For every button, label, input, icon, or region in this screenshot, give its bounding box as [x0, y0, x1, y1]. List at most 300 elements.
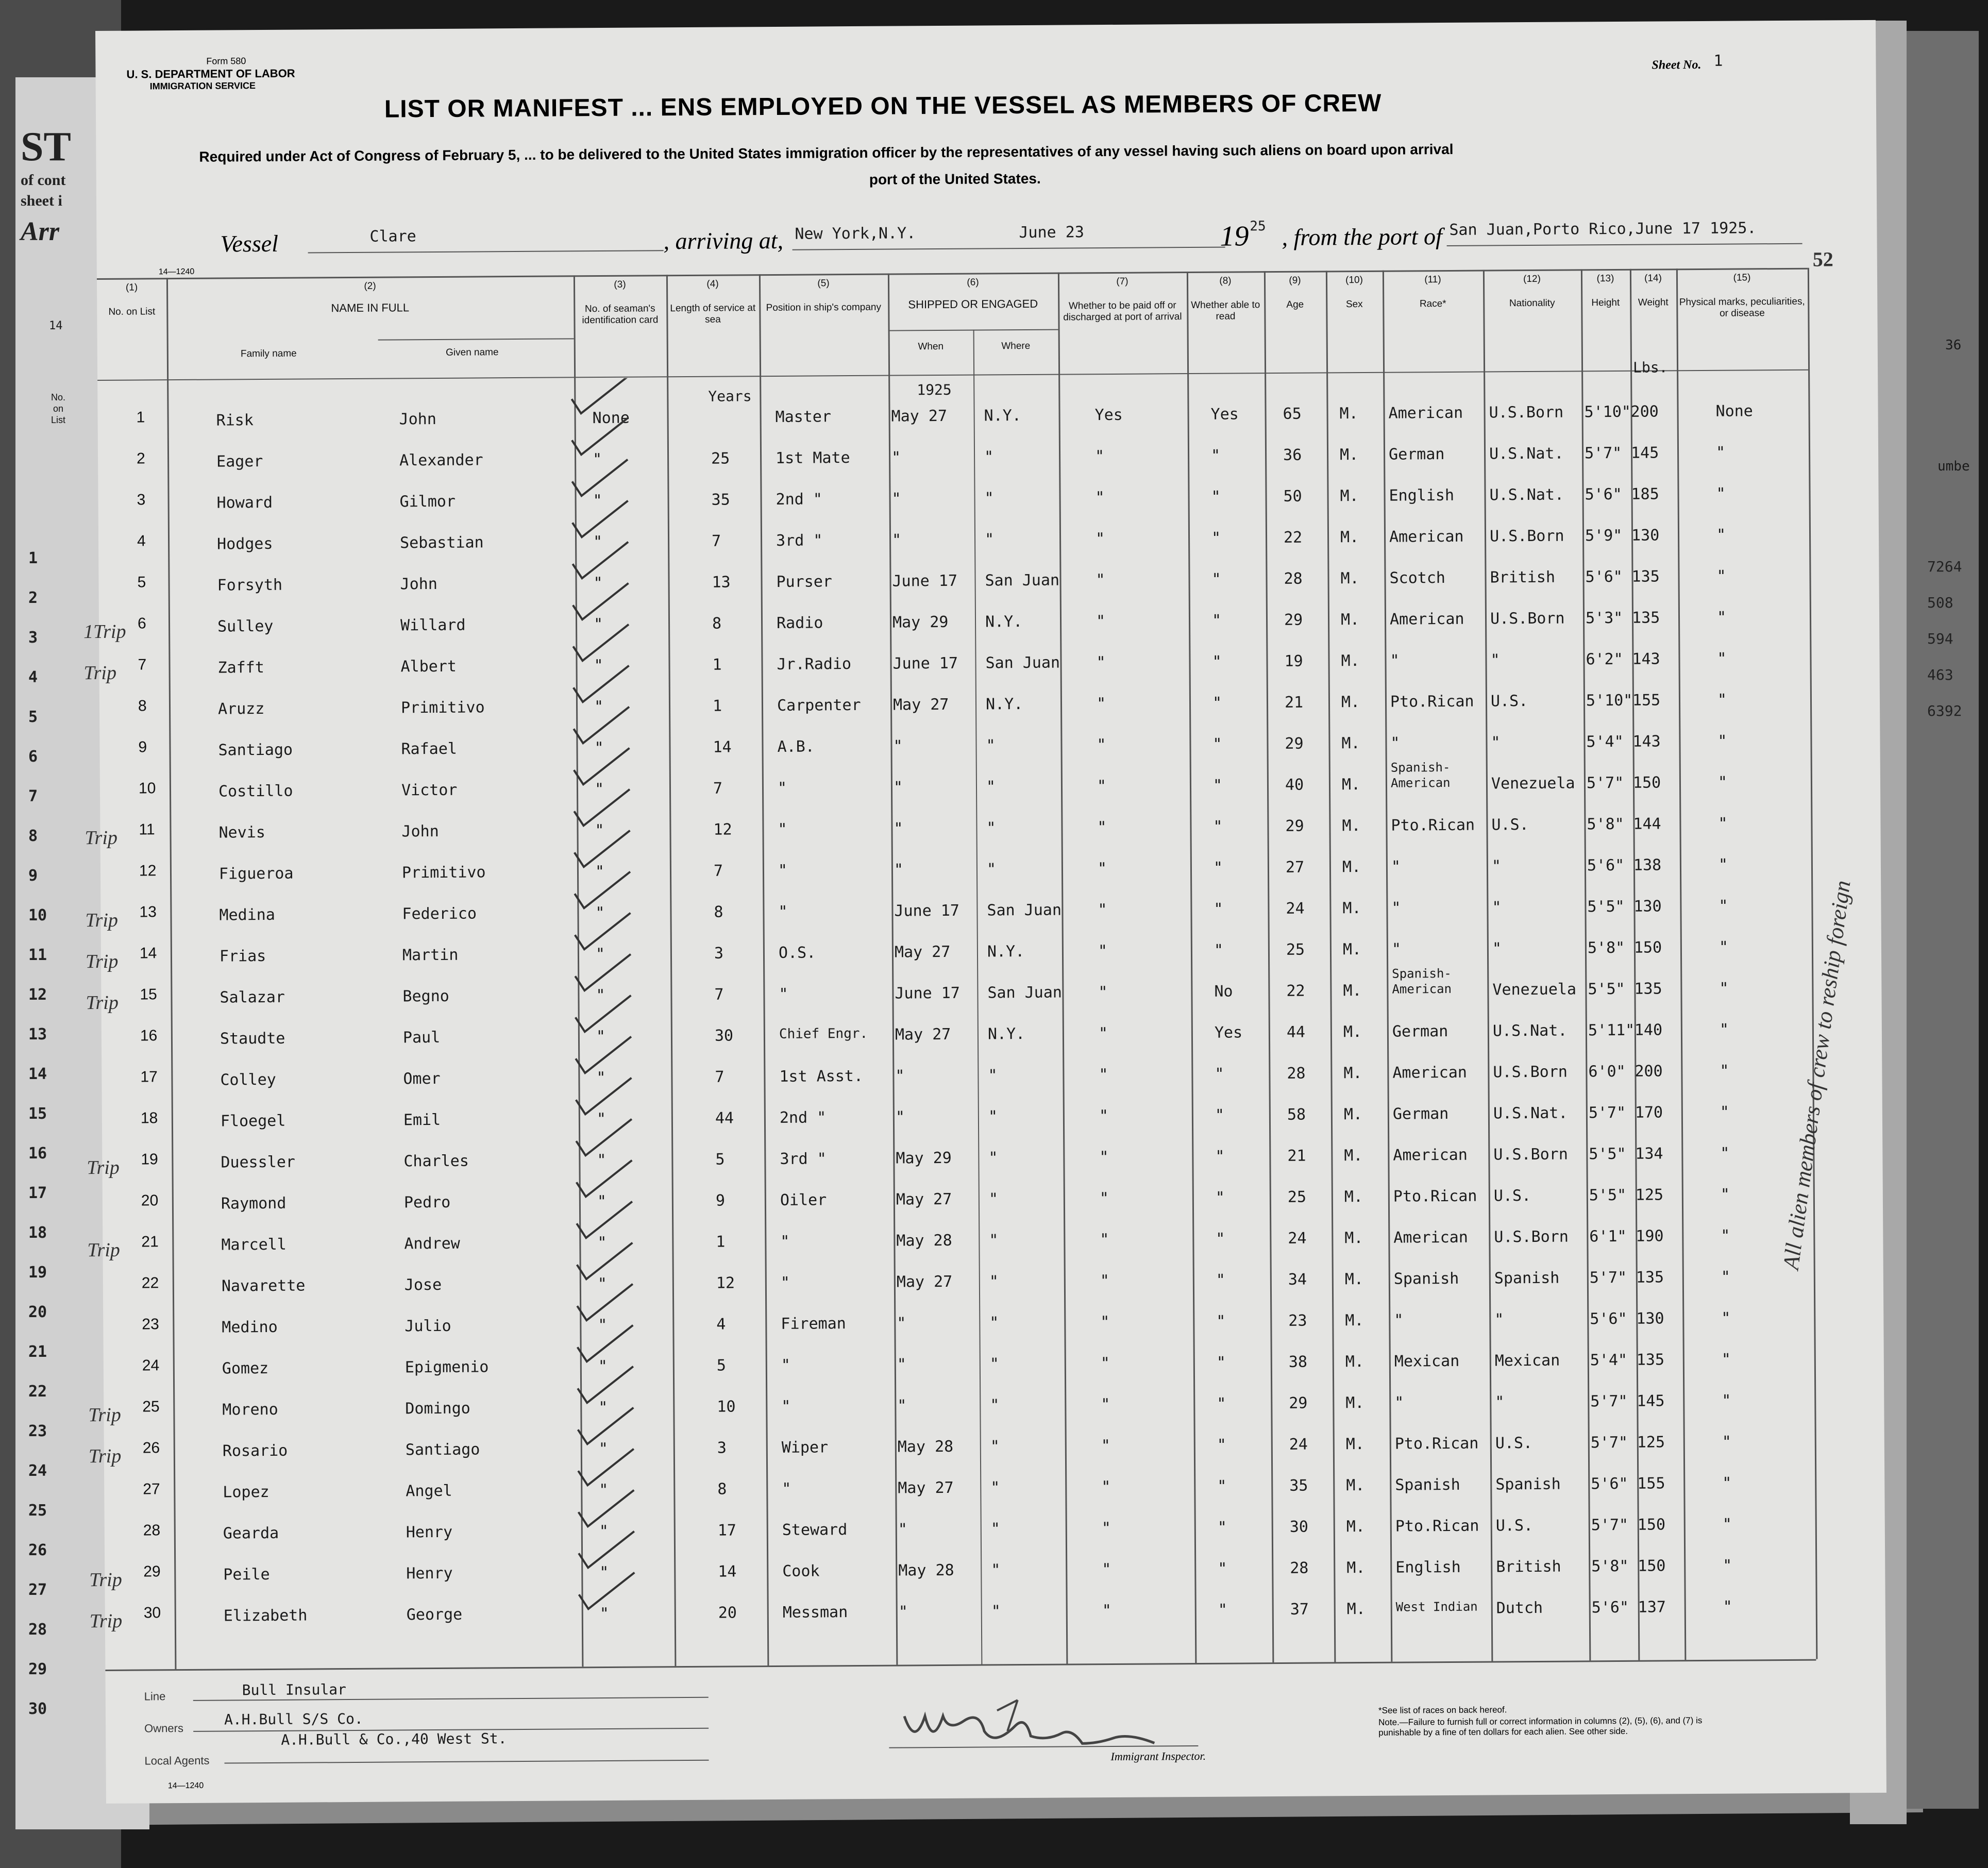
- cell-height: 5'7": [1591, 1516, 1629, 1535]
- cell-paid: ": [1096, 612, 1106, 631]
- cell-height: 5'8": [1591, 1557, 1629, 1576]
- checkmark: [578, 1449, 634, 1486]
- cell-where: ": [990, 1437, 1000, 1456]
- cell-given: Julio: [405, 1317, 451, 1336]
- cell-position: ": [780, 1273, 790, 1292]
- agents-label: Local Agents: [144, 1754, 210, 1768]
- cell-nat: U.S.Born: [1494, 1227, 1569, 1247]
- form-code: 14—1240: [158, 267, 195, 277]
- cell-service: 7: [714, 985, 724, 1004]
- cell-sex: M.: [1346, 1600, 1366, 1619]
- cell-position: Wiper: [781, 1438, 829, 1457]
- cell-family: Howard: [216, 493, 273, 512]
- cell-marks: ": [1717, 732, 1727, 750]
- cell-sex: M.: [1343, 1023, 1362, 1041]
- cell-no: 16: [140, 1027, 158, 1045]
- cell-when: ": [897, 1396, 907, 1415]
- cell-race: Spanish: [1393, 1269, 1459, 1288]
- cell-position: Cook: [782, 1562, 820, 1580]
- cell-sex: M.: [1341, 734, 1360, 753]
- left-sheet-number: 26: [28, 1541, 47, 1559]
- left-sheet-title: ST: [21, 124, 71, 170]
- cell-sex: M.: [1344, 1229, 1363, 1248]
- cell-where: San Juan: [987, 983, 1063, 1002]
- cell-sex: M.: [1342, 940, 1362, 959]
- cell-when: June 17: [895, 984, 960, 1003]
- cell-paid: Yes: [1094, 406, 1123, 425]
- cell-race: American: [1388, 403, 1463, 423]
- col-label-9: Age: [1286, 299, 1304, 310]
- cell-marks: ": [1722, 1515, 1732, 1534]
- cell-when: June 17: [894, 901, 960, 920]
- cell-marks: ": [1716, 484, 1726, 503]
- left-sheet-number: 19: [28, 1264, 47, 1282]
- cell-weight: 144: [1633, 815, 1661, 833]
- cell-age: 29: [1284, 611, 1303, 629]
- cell-paid: ": [1100, 1354, 1110, 1373]
- cell-height: 5'3": [1585, 609, 1623, 628]
- cell-position: 1st Mate: [775, 449, 850, 467]
- cell-card: ": [595, 945, 605, 964]
- cell-where: ": [986, 860, 997, 879]
- cell-read: No: [1214, 982, 1233, 1001]
- checkmark: [574, 748, 630, 785]
- cell-race: ": [1390, 734, 1400, 752]
- cell-when: May 27: [898, 1478, 954, 1497]
- cell-marks: ": [1723, 1597, 1732, 1616]
- cell-height: 6'1": [1589, 1227, 1627, 1246]
- left-sheet-lines: [21, 170, 71, 246]
- cell-marks: ": [1715, 443, 1726, 462]
- checkmark: [576, 1119, 632, 1156]
- cell-paid: ": [1097, 777, 1107, 796]
- checkmark: [575, 996, 631, 1032]
- right-sheet-values: [1927, 549, 1962, 729]
- cell-family: Peile: [223, 1565, 270, 1584]
- cell-when: May 27: [896, 1272, 953, 1291]
- manifest-document: [83, 20, 1886, 1804]
- cell-paid: ": [1094, 447, 1105, 466]
- cell-weight: 135: [1631, 567, 1660, 586]
- cell-height: 5'7": [1589, 1268, 1627, 1287]
- left-sheet-numbers: [28, 538, 47, 1729]
- cell-paid: ": [1101, 1478, 1111, 1496]
- cell-position: 3rd ": [776, 531, 823, 550]
- left-sheet-line: Arr: [21, 217, 60, 246]
- cell-height: 5'4": [1586, 732, 1624, 751]
- col-line-4: [759, 274, 769, 1665]
- cell-no: 8: [138, 697, 147, 715]
- cell-where: San Juan: [987, 901, 1062, 920]
- cell-service: 1: [716, 1233, 726, 1251]
- checkmark: [574, 707, 629, 744]
- cell-read: ": [1213, 859, 1223, 877]
- cell-paid: ": [1099, 1107, 1109, 1125]
- cell-read: ": [1211, 529, 1221, 547]
- cell-given: Jose: [404, 1275, 442, 1294]
- cell-card: ": [595, 821, 604, 840]
- cell-height: 5'6": [1590, 1309, 1627, 1328]
- left-sheet-number: 8: [28, 827, 38, 845]
- cell-when: ": [898, 1603, 908, 1621]
- cell-nat: ": [1494, 1310, 1504, 1329]
- cell-family: Nevis: [218, 823, 265, 842]
- cell-service: 8: [712, 614, 722, 633]
- col-line-15: [1676, 268, 1686, 1660]
- cell-no: 19: [141, 1151, 158, 1168]
- col-num-11: (11): [1424, 274, 1441, 285]
- cell-when: May 29: [896, 1149, 952, 1168]
- cell-card: ": [599, 1522, 609, 1541]
- col-label-5: Position in ship's company: [766, 301, 882, 314]
- arriving-label: , arriving at,: [663, 227, 784, 255]
- cell-read: ": [1215, 1147, 1225, 1166]
- cell-given: Begno: [402, 987, 449, 1006]
- cell-nat: ": [1495, 1393, 1505, 1411]
- cell-weight: 155: [1637, 1474, 1665, 1493]
- left-sheet-number: 6: [28, 748, 38, 766]
- cell-paid: ": [1101, 1395, 1110, 1414]
- cell-given: Albert: [400, 657, 457, 676]
- departure-rule: [1447, 243, 1802, 246]
- cell-paid: ": [1095, 530, 1105, 548]
- cell-sex: M.: [1341, 693, 1360, 712]
- cell-height: 5'7": [1590, 1392, 1628, 1411]
- trip-note: Trip: [87, 1239, 120, 1261]
- cell-nat: U.S.Nat.: [1493, 1104, 1568, 1123]
- cell-marks: ": [1717, 691, 1727, 709]
- cell-service: 35: [711, 491, 730, 509]
- left-sheet-number: 24: [28, 1462, 47, 1480]
- col-label-1: No. on List: [108, 306, 156, 317]
- cell-where: ": [988, 1066, 998, 1085]
- cell-service: 1: [712, 697, 722, 715]
- col-label-15: Physical marks, peculiarities, or disease: [1679, 296, 1805, 319]
- cell-where: ": [990, 1478, 1000, 1497]
- form-number: Form 580: [206, 56, 246, 66]
- cell-where: San Juan: [985, 571, 1060, 590]
- cell-sex: M.: [1341, 652, 1360, 670]
- cell-no: 6: [137, 615, 146, 632]
- cell-service: 7: [713, 779, 723, 798]
- agents-value: A.H.Bull & Co.,40 West St.: [281, 1730, 507, 1748]
- cell-no: 5: [137, 574, 146, 591]
- cell-where: N.Y.: [984, 407, 1021, 425]
- cell-where: ": [989, 1231, 999, 1250]
- cell-position: Jr.Radio: [777, 655, 852, 674]
- trip-note: Trip: [85, 909, 119, 932]
- col-num-5: (5): [817, 278, 830, 289]
- cell-height: 5'6": [1585, 567, 1623, 586]
- cell-given: John: [400, 575, 437, 594]
- cell-when: May 28: [896, 1231, 952, 1250]
- cell-given: Rafael: [401, 739, 458, 759]
- trip-note: Trip: [88, 1445, 122, 1468]
- cell-nat: U.S.: [1490, 692, 1528, 711]
- cell-nat: U.S.: [1495, 1434, 1533, 1453]
- cell-height: 5'7": [1584, 444, 1622, 463]
- cell-weight: 150: [1633, 938, 1662, 957]
- cell-card: ": [596, 986, 605, 1005]
- cell-marks: ": [1721, 1226, 1730, 1245]
- name-sub-rule: [378, 338, 574, 340]
- cell-when: May 27: [894, 943, 951, 962]
- cell-paid: ": [1096, 571, 1105, 590]
- trip-note: 1Trip: [83, 620, 126, 643]
- fine-note: Note.—Failure to furnish full or correct information in columns (2), (5), (6), and (7) is punishable by a fine of ten dollars for each alien. See other side.: [1378, 1715, 1703, 1738]
- left-sheet-col-number: 14: [49, 319, 63, 332]
- col-num-4: (4): [706, 278, 719, 290]
- cell-position: ": [778, 902, 788, 921]
- checkmark: [575, 954, 631, 991]
- cell-marks: ": [1719, 897, 1728, 915]
- cell-given: Santiago: [405, 1440, 480, 1459]
- cell-where: ": [988, 1190, 999, 1208]
- cell-marks: ": [1722, 1391, 1731, 1410]
- cell-given: Primitivo: [401, 863, 486, 882]
- cell-where: ": [984, 530, 995, 549]
- cell-given: John: [399, 410, 436, 429]
- cell-given: Primitivo: [400, 698, 485, 717]
- cell-family: Eager: [216, 452, 263, 471]
- cell-service: 7: [711, 532, 721, 550]
- cell-height: 5'6": [1585, 485, 1622, 504]
- cell-paid: ": [1095, 489, 1105, 507]
- cell-no: 3: [137, 491, 146, 509]
- cell-service: 9: [715, 1191, 726, 1210]
- departure-port: San Juan,Porto Rico,June 17 1925.: [1449, 219, 1757, 239]
- checkmark: [576, 1160, 632, 1197]
- trip-note: Trip: [87, 1156, 120, 1179]
- cell-paid: ": [1102, 1560, 1111, 1579]
- left-sheet-number: 7: [28, 787, 38, 805]
- left-sheet-number: 13: [28, 1025, 47, 1044]
- cell-family: Moreno: [222, 1400, 278, 1419]
- cell-service: 25: [711, 449, 730, 468]
- left-sheet-number: 16: [28, 1145, 47, 1163]
- cell-age: 22: [1283, 528, 1303, 547]
- col-num-6: (6): [967, 277, 979, 288]
- cell-read: ": [1217, 1477, 1227, 1495]
- checkmark: [579, 1532, 634, 1568]
- cell-sex: M.: [1343, 1064, 1362, 1083]
- cell-weight: 145: [1630, 444, 1659, 462]
- cell-read: ": [1216, 1271, 1226, 1289]
- cell-family: Lopez: [223, 1483, 269, 1502]
- cell-marks: ": [1723, 1556, 1732, 1575]
- cell-age: 29: [1285, 817, 1304, 835]
- cell-where: ": [988, 1149, 998, 1167]
- cell-paid: ": [1102, 1602, 1111, 1620]
- cell-age: 29: [1289, 1394, 1308, 1412]
- cell-no: 22: [141, 1274, 159, 1292]
- cell-card: ": [598, 1439, 608, 1458]
- cell-where: N.Y.: [985, 613, 1023, 631]
- checkmark: [573, 583, 629, 620]
- cell-given: Epigmenio: [405, 1358, 489, 1377]
- cell-card: ": [595, 862, 605, 881]
- left-sheet-number: 5: [28, 708, 38, 726]
- cell-card: ": [598, 1316, 608, 1335]
- cell-no: 25: [142, 1398, 160, 1416]
- cell-marks: ": [1720, 1103, 1730, 1121]
- cell-race: ": [1390, 651, 1400, 670]
- cell-sex: M.: [1345, 1435, 1365, 1454]
- cell-paid: ": [1100, 1272, 1110, 1290]
- cell-paid: ": [1099, 1189, 1109, 1208]
- cell-age: 21: [1284, 693, 1304, 712]
- checkmark: [577, 1325, 633, 1362]
- cell-no: 23: [142, 1316, 159, 1333]
- cell-position: Carpenter: [777, 696, 861, 715]
- cell-race: German: [1392, 1104, 1449, 1123]
- cell-position: ": [781, 1356, 791, 1374]
- cell-position: ": [781, 1397, 791, 1416]
- cell-position: 3rd ": [780, 1150, 827, 1168]
- cell-card: ": [593, 533, 603, 551]
- cell-when: June 17: [892, 654, 958, 673]
- cell-position: ": [777, 779, 787, 797]
- cell-service: 8: [717, 1480, 727, 1499]
- cell-position: Radio: [776, 614, 823, 632]
- cell-family: Floegel: [220, 1112, 286, 1131]
- cell-paid: ": [1098, 942, 1108, 961]
- department-name: U. S. DEPARTMENT OF LABOR: [126, 66, 295, 81]
- cell-position: ": [780, 1232, 790, 1251]
- cell-paid: ": [1097, 860, 1107, 878]
- cell-family: Staudte: [220, 1029, 285, 1048]
- year-engaged: 1925: [917, 381, 952, 399]
- cell-age: 19: [1284, 652, 1303, 670]
- cell-sex: M.: [1339, 446, 1359, 464]
- table-bottom-rule: [105, 1659, 1816, 1671]
- cell-given: Henry: [406, 1523, 453, 1542]
- cell-service: 17: [717, 1521, 737, 1540]
- cell-marks: ": [1722, 1474, 1732, 1492]
- cell-service: 14: [718, 1562, 737, 1581]
- cell-given: Gilmor: [399, 492, 456, 511]
- cell-nat: U.S.: [1493, 1187, 1531, 1205]
- cell-when: May 28: [897, 1437, 954, 1456]
- trip-note: Trip: [88, 1404, 121, 1426]
- left-sheet-number: 29: [28, 1660, 47, 1678]
- cell-weight: 150: [1638, 1557, 1666, 1575]
- cell-read: ": [1215, 1106, 1225, 1124]
- cell-when: ": [895, 1108, 905, 1126]
- col-label-8: Whether able to read: [1191, 299, 1260, 322]
- left-sheet-line: sheet i: [21, 192, 62, 209]
- owners-value: A.H.Bull S/S Co.: [224, 1710, 363, 1728]
- cell-race: ": [1391, 940, 1402, 958]
- col-line-11: [1383, 271, 1392, 1662]
- cell-height: 5'6": [1591, 1598, 1629, 1617]
- cell-when: ": [893, 737, 903, 755]
- col-label-6: SHIPPED OR ENGAGED: [908, 297, 1038, 311]
- cell-weight: 134: [1635, 1145, 1663, 1163]
- cell-read: ": [1212, 694, 1222, 712]
- cell-paid: ": [1100, 1313, 1110, 1332]
- cell-read: ": [1211, 570, 1221, 588]
- cell-height: 5'7": [1590, 1433, 1628, 1452]
- cell-no: 2: [136, 450, 145, 467]
- cell-when: ": [891, 448, 901, 467]
- cell-service: 3: [717, 1439, 727, 1457]
- left-sheet-number: 23: [28, 1422, 47, 1440]
- left-sheet-header: [21, 124, 71, 246]
- col-num-2: (2): [364, 280, 376, 292]
- cell-weight: 135: [1636, 1268, 1664, 1287]
- left-sheet-number: 20: [28, 1303, 47, 1321]
- cell-race: Scotch: [1389, 569, 1446, 587]
- col-num-13: (13): [1596, 273, 1614, 284]
- cell-family: Gearda: [223, 1524, 279, 1543]
- cell-race: Spanish-American: [1392, 966, 1452, 997]
- cell-no: 18: [140, 1109, 158, 1127]
- cell-marks: ": [1719, 979, 1729, 998]
- manifest-subtitle-1: Required under Act of Congress of February 5, ... to be delivered to the United States immigration officer by the representatives of any vessel having such aliens on board upon arrival: [199, 141, 1454, 165]
- left-sheet-number: 21: [28, 1343, 47, 1361]
- col-line-1: [166, 278, 176, 1669]
- col-label-13: Height: [1591, 297, 1620, 309]
- arrival-date: June 23: [1019, 223, 1084, 242]
- cell-age: 28: [1290, 1559, 1309, 1577]
- checkmark: [573, 625, 629, 661]
- cell-where: N.Y.: [985, 695, 1023, 714]
- cell-where: N.Y.: [987, 1025, 1025, 1044]
- cell-where: ": [989, 1355, 1000, 1373]
- cell-when: ": [897, 1355, 907, 1374]
- cell-height: 6'2": [1586, 650, 1623, 669]
- cell-no: 17: [140, 1068, 158, 1086]
- right-sheet-value: 463: [1927, 666, 1953, 683]
- right-sheet-col-number: 36: [1945, 338, 1962, 353]
- cell-position: 1st Asst.: [779, 1067, 864, 1086]
- cell-height: 5'10": [1586, 691, 1633, 710]
- cell-sex: M.: [1343, 982, 1362, 1000]
- cell-family: Elizabeth: [223, 1606, 308, 1625]
- cell-weight: 125: [1635, 1186, 1664, 1204]
- cell-weight: 130: [1636, 1309, 1664, 1328]
- cell-family: Duessler: [221, 1153, 296, 1172]
- cell-when: ": [895, 1067, 905, 1085]
- col-line-8: [1187, 272, 1197, 1663]
- cell-no: 4: [137, 532, 146, 550]
- checkmark: [571, 378, 627, 413]
- cell-age: 44: [1286, 1023, 1306, 1041]
- cell-position: Master: [775, 408, 832, 426]
- cell-family: Costillo: [218, 782, 293, 801]
- cell-height: 5'6": [1591, 1474, 1628, 1493]
- col-num-14: (14): [1644, 273, 1662, 284]
- cell-read: ": [1212, 735, 1222, 753]
- cell-no: 13: [139, 903, 157, 921]
- cell-no: 15: [140, 986, 157, 1003]
- left-sheet-number: 25: [28, 1502, 47, 1520]
- inspector-label: Immigrant Inspector.: [1110, 1749, 1206, 1763]
- cell-read: ": [1211, 611, 1222, 630]
- cell-when: ": [898, 1520, 907, 1539]
- cell-age: 28: [1287, 1064, 1306, 1083]
- cell-service: 30: [714, 1026, 734, 1045]
- arrival-port: New York,N.Y.: [795, 224, 916, 243]
- trip-note: Trip: [86, 991, 119, 1014]
- left-sheet-number: 27: [28, 1581, 47, 1599]
- cell-age: 29: [1285, 734, 1304, 753]
- col-label-14: Weight: [1638, 297, 1669, 308]
- cell-height: 5'7": [1588, 1103, 1626, 1122]
- races-note: *See list of races on back hereof.: [1378, 1705, 1507, 1715]
- cell-service: 7: [713, 862, 723, 880]
